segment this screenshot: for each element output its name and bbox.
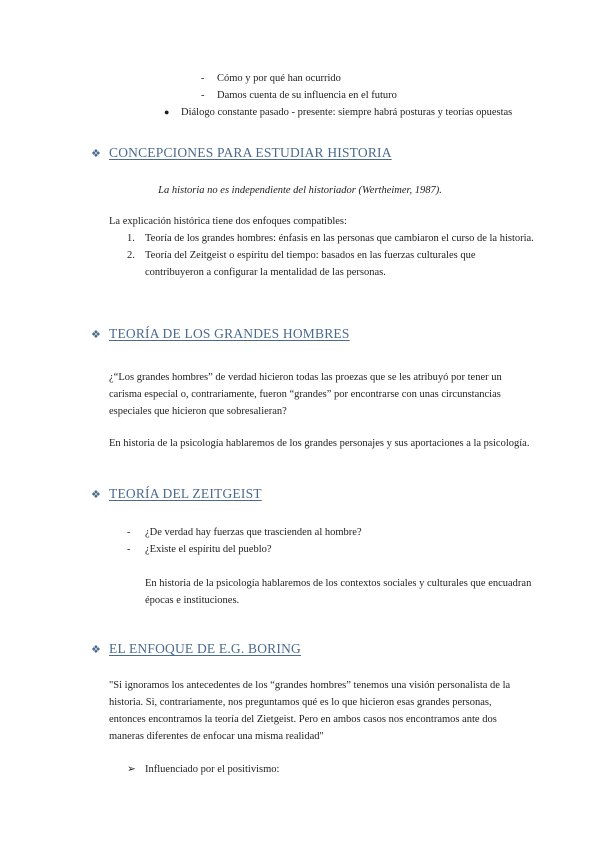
section-heading: TEORÍA DEL ZEITGEIST (109, 486, 262, 501)
paragraph-line: ¿“Los grandes hombres” de verdad hicieron todas las proezas que se les atribuyó por tener un (109, 372, 502, 383)
dash-bullet: - (127, 544, 131, 555)
diamond-icon: ❖ (91, 489, 101, 501)
paragraph: En historia de la psicología hablaremos de los grandes personajes y sus aportaciones a la psicología. (109, 438, 530, 449)
dash-bullet: - (201, 73, 205, 84)
list-item: Diálogo constante pasado - presente: siempre habrá posturas y teorías opuestas (181, 107, 513, 118)
arrowhead-icon: ➢ (127, 764, 136, 775)
quote-line: maneras diferentes de enfocar una misma realidad" (109, 731, 324, 742)
list-number: 1. (127, 233, 135, 244)
quote-line: "Si ignoramos los antecedentes de los “grandes hombres” tenemos una visión personalista de la (109, 680, 511, 691)
section-heading: EL ENFOQUE DE E.G. BORING (109, 641, 301, 656)
paragraph-line: En historia de la psicología hablaremos de los contextos sociales y culturales que encuadran (145, 578, 532, 589)
list-item: ¿Existe el espíritu del pueblo? (145, 544, 272, 555)
paragraph-line: carisma especial o, contrariamente, fueron “grandes” por encontrarse con unas circunstancias (109, 389, 501, 400)
list-number: 2. (127, 250, 135, 261)
list-item-continuation: contribuyeron a configurar la mentalidad de las personas. (145, 267, 386, 278)
section-heading: TEORÍA DE LOS GRANDES HOMBRES (109, 326, 350, 341)
dot-bullet-icon: ● (164, 107, 170, 117)
paragraph-line: especiales que hicieron que sobresalieran? (109, 406, 287, 417)
quote-line: historia. Si, contrariamente, nos preguntamos qué es lo que hicieron esas grandes personas, (109, 697, 492, 708)
dash-bullet: - (201, 90, 205, 101)
list-item: ¿De verdad hay fuerzas que trascienden al hombre? (145, 527, 362, 538)
list-item: Teoría del Zeitgeist o espíritu del tiempo: basados en las fuerzas culturales que (145, 250, 476, 261)
list-item: Damos cuenta de su influencia en el futuro (217, 90, 397, 101)
list-item: Teoría de los grandes hombres: énfasis en las personas que cambiaron el curso de la historia. (145, 233, 534, 244)
paragraph: La explicación histórica tiene dos enfoques compatibles: (109, 216, 347, 227)
diamond-icon: ❖ (91, 329, 101, 341)
section-heading: CONCEPCIONES PARA ESTUDIAR HISTORIA (109, 145, 392, 160)
diamond-icon: ❖ (91, 644, 101, 656)
diamond-icon: ❖ (91, 148, 101, 160)
list-item: Influenciado por el positivismo: (145, 764, 280, 775)
quote: La historia no es independiente del historiador (Wertheimer, 1987). (158, 185, 442, 196)
quote-line: entonces encontramos la teoría del Zietgeist. Pero en ambos casos nos encontramos ante dos (109, 714, 497, 725)
paragraph-line: épocas e instituciones. (145, 595, 240, 606)
list-item: Cómo y por qué han ocurrido (217, 73, 341, 84)
dash-bullet: - (127, 527, 131, 538)
